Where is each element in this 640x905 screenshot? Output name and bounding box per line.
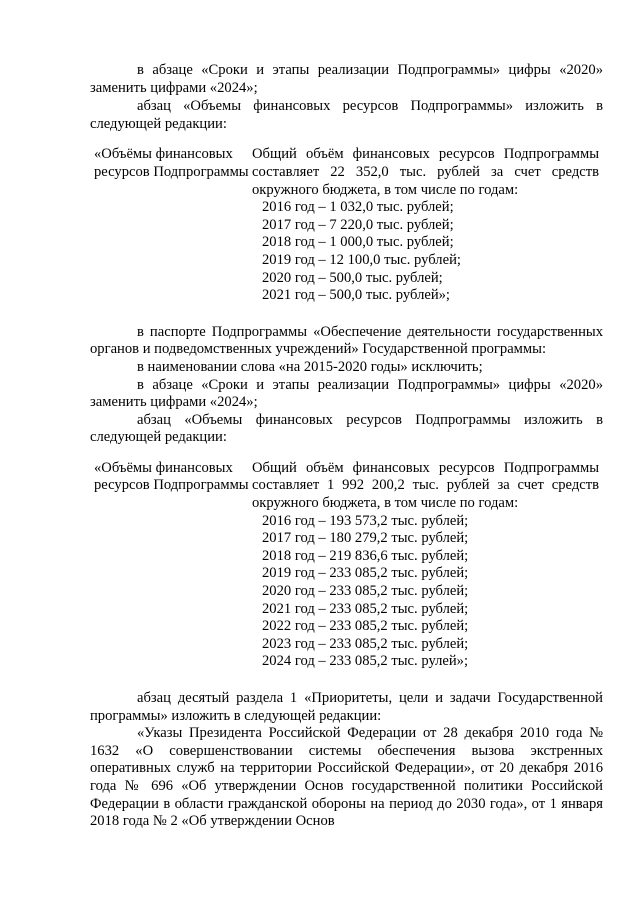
financing-table-2 xyxy=(90,460,603,671)
paragraph: абзац десятый раздела 1 «Приоритеты, цели и задачи Государственной программы» изложить в следующей редакции: xyxy=(90,690,603,724)
year-line: 2020 год – 233 085,2 тыс. рублей; xyxy=(262,583,469,600)
financing-table-1 xyxy=(90,146,603,304)
year-line: 2019 год – 233 085,2 тыс. рублей; xyxy=(262,565,469,582)
year-line: 2017 год – 180 279,2 тыс. рублей; xyxy=(262,530,469,547)
paragraph: «Указы Президента Российской Федерации от 28 декабря 2010 года № 1632 «О совершенствовании системы обеспечения вызова экстренных оперативных служб на территории Российской Федерации», от 20 декабря 2016 года № 696 «Об утверждении Основ государственной политики Российской Федерации в области гражданской обороны на период до 2030 года», от 1 января 2018 года № 2 «Об утверждении Основ xyxy=(90,725,603,830)
paragraph: в наименовании слова «на 2015-2020 годы» исключить; xyxy=(137,358,483,375)
year-line: 2021 год – 500,0 тыс. рублей»; xyxy=(262,287,450,304)
table-text: Общий объём финансовых ресурсов Подпрограммы составляет 1 992 200,2 тыс. рублей за счет средств окружного бюджета, в том числе по годам: xyxy=(252,459,599,512)
paragraph: абзац «Объемы финансовых ресурсов Подпрограммы» изложить в следующей редакции: xyxy=(90,98,603,132)
table-label: «Объёмы финансовых ресурсов Подпрограммы xyxy=(94,459,249,494)
paragraph: в абзаце «Сроки и этапы реализации Подпрограммы» цифры «2020» заменить цифрами «2024»; xyxy=(90,376,603,411)
year-line: 2017 год – 7 220,0 тыс. рублей; xyxy=(262,216,454,233)
document-page xyxy=(90,62,603,831)
year-line: 2023 год – 233 085,2 тыс. рублей; xyxy=(262,635,469,652)
year-line: 2020 год – 500,0 тыс. рублей; xyxy=(262,269,443,286)
year-line: 2022 год – 233 085,2 тыс. рублей; xyxy=(262,618,469,635)
year-line: 2016 год – 193 573,2 тыс. рублей; xyxy=(262,512,469,529)
year-line: 2018 год – 219 836,6 тыс. рублей; xyxy=(262,547,469,564)
table-text: Общий объём финансовых ресурсов Подпрограммы составляет 22 352,0 тыс. рублей за счет средств окружного бюджета, в том числе по годам: xyxy=(252,146,599,198)
year-line: 2019 год – 12 100,0 тыс. рублей; xyxy=(262,251,461,268)
year-line: 2016 год – 1 032,0 тыс. рублей; xyxy=(262,199,454,216)
table-value xyxy=(252,146,603,304)
paragraph: абзац «Объемы финансовых ресурсов Подпрограммы изложить в следующей редакции: xyxy=(90,411,603,446)
year-line: 2024 год – 233 085,2 тыс. рулей»; xyxy=(262,653,469,670)
table-label: «Объёмы финансовых ресурсов Подпрограммы xyxy=(94,146,249,180)
table-value xyxy=(252,460,603,671)
paragraph: в абзаце «Сроки и этапы реализации Подпрограммы» цифры «2020» заменить цифрами «2024»; xyxy=(90,62,603,96)
year-line: 2021 год – 233 085,2 тыс. рублей; xyxy=(262,600,469,617)
year-line: 2018 год – 1 000,0 тыс. рублей; xyxy=(262,234,454,251)
paragraph: в паспорте Подпрограммы «Обеспечение деятельности государственных органов и подведомственных учреждений» Государственной программы: xyxy=(90,323,603,358)
